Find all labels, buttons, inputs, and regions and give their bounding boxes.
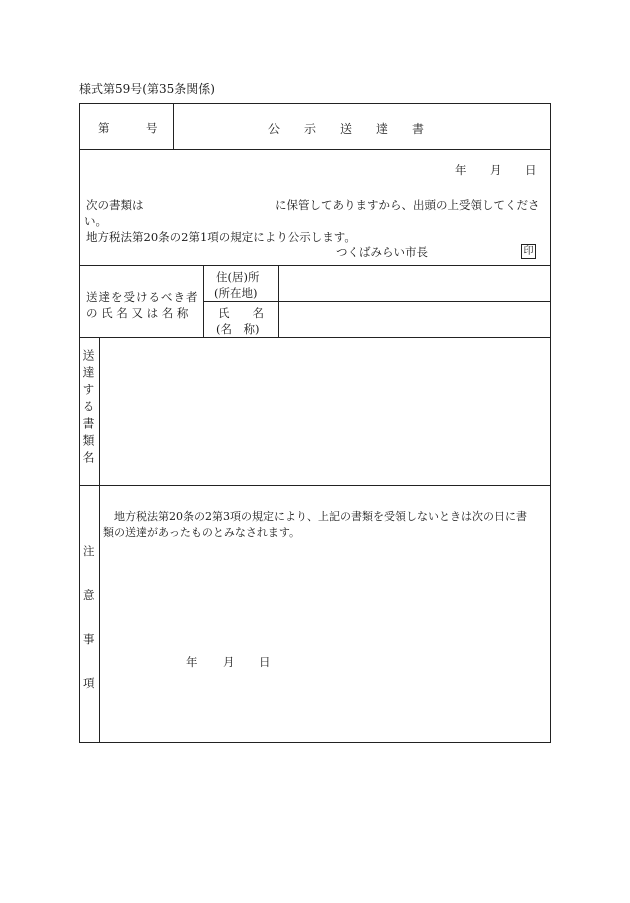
seal-mark: 印 [521, 244, 536, 259]
notice-line2: い。 [84, 214, 107, 228]
document-title: 公 示 送 達 書 [268, 122, 425, 136]
notice-date-year: 年 [455, 163, 467, 177]
divider-recipient [80, 337, 550, 338]
notice-date-day: 日 [525, 163, 537, 177]
divider-documents [80, 485, 550, 486]
notes-text-line1: 地方税法第20条の2第3項の規定により、上記の書類を受領しないときは次の日に書 [114, 510, 527, 523]
name-label-line1: 氏 名 [218, 306, 264, 320]
number-go: 号 [146, 121, 158, 135]
divider-side-label [99, 337, 100, 742]
notes-date-day: 日 [259, 655, 271, 669]
notes-date-year: 年 [186, 655, 198, 669]
divider-recipient-label [203, 265, 204, 337]
form-frame [79, 103, 551, 743]
address-label-line2: (所在地) [214, 286, 258, 300]
notes-label-char-1: 注 [83, 544, 95, 558]
notice-date-month: 月 [490, 163, 502, 177]
issuer-name: つくばみらい市長 [336, 245, 428, 259]
number-dai: 第 [98, 121, 110, 135]
address-label-line1: 住(居)所 [216, 270, 260, 284]
form-number-label: 様式第59号(第35条関係) [79, 82, 215, 96]
notes-date-month: 月 [223, 655, 235, 669]
divider-header-number [173, 104, 174, 149]
divider-notice [80, 265, 550, 266]
notes-label-char-4: 項 [83, 676, 95, 690]
notice-line3: 地方税法第20条の2第1項の規定により公示します。 [86, 230, 356, 244]
recipient-label-line1: 送達を受けるべき者 [86, 290, 199, 304]
notice-line1-start: 次の書類は [86, 198, 144, 212]
divider-recipient-mid [203, 301, 550, 302]
notes-text-line2: 類の送達があったものとみなされます。 [103, 526, 301, 539]
divider-recipient-field [278, 265, 279, 337]
documents-label: 送達する書類名 [81, 349, 95, 468]
notes-label-char-3: 事 [83, 632, 95, 646]
divider-header [80, 149, 550, 150]
name-label-line2: (名 称) [216, 322, 260, 336]
notice-line1-end: に保管してありますから、出頭の上受領してくださ [275, 198, 540, 212]
notes-label-char-2: 意 [83, 588, 95, 602]
recipient-label-line2: の 氏 名 又 は 名 称 [86, 306, 189, 320]
